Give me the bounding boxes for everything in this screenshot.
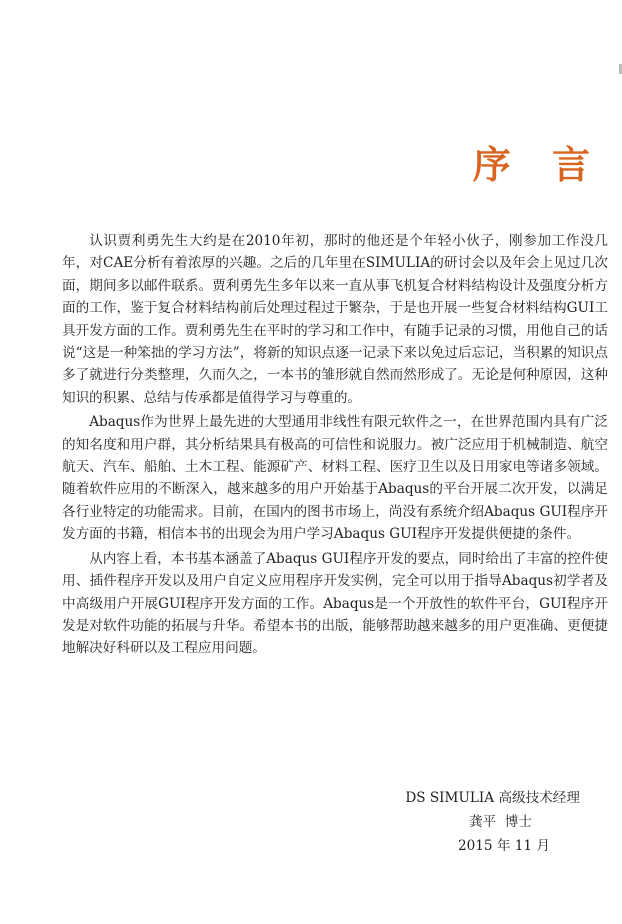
signature-name: 龚平 博士 bbox=[468, 814, 532, 830]
paragraph-1: 认识贾利勇先生大约是在2010年初，那时的他还是个年轻小伙子，刚参加工作没几年，对CAE分析有着浓厚的兴趣。之后的几年里在SIMULIA的研讨会以及年会上见过几次面，期间多以邮件联系。贾利勇先生多年以来一直从事飞机复合材料结构设计及强度分析方面的工作，鉴于复合材料结构前后处理过程过于繁杂，于是也开展一些复合材料结构GUI工具开发方面的工作。贾利勇先生在平时的学习和工作中，有随手记录的习惯，用他自己的话说“这是一种笨拙的学习方法”，将新的知识点逐一记录下来以免过后忘记，当积累的知识点多了就进行分类整理，久而久之，一本书的雏形就自然而然形成了。无论是何种原因，这种知识的积累、总结与传承都是值得学习与尊重的。 bbox=[62, 233, 608, 406]
signature-block bbox=[405, 786, 580, 858]
paragraph-2: Abaqus作为世界上最先进的大型通用非线性有限元软件之一，在世界范围内具有广泛的知名度和用户群，其分析结果具有极高的可信性和说服力。被广泛应用于机械制造、航空航天、汽车、船舶、土木工程、能源矿产、材料工程、医疗卫生以及日用家电等诸多领域。随着软件应用的不断深入，越来越多的用户开始基于Abaqus的平台开展二次开发，以满足各行业特定的功能需求。目前，在国内的图书市场上，尚没有系统介绍Abaqus GUI程序开发方面的书籍，相信本书的出现会为用户学习Abaqus GUI程序开发提供便捷的条件。 bbox=[62, 414, 608, 543]
page-title: 序 言 bbox=[472, 143, 604, 187]
signature-position: DS SIMULIA 高级技术经理 bbox=[405, 790, 580, 806]
signature-date: 2015 年 11 月 bbox=[457, 838, 550, 854]
paragraph-3: 从内容上看，本书基本涵盖了Abaqus GUI程序开发的要点，同时给出了丰富的控件使用、插件程序开发以及用户自定义应用程序开发实例，完全可以用于指导Abaqus初学者及中高级用户开展GUI程序开发方面的工作。Abaqus是一个开放性的软件平台，GUI程序开发是对软件功能的拓展与升华。希望本书的出版，能够帮助越来越多的用户更准确、更便捷地解决好科研以及工程应用问题。 bbox=[62, 550, 608, 657]
preface-body bbox=[62, 230, 608, 662]
